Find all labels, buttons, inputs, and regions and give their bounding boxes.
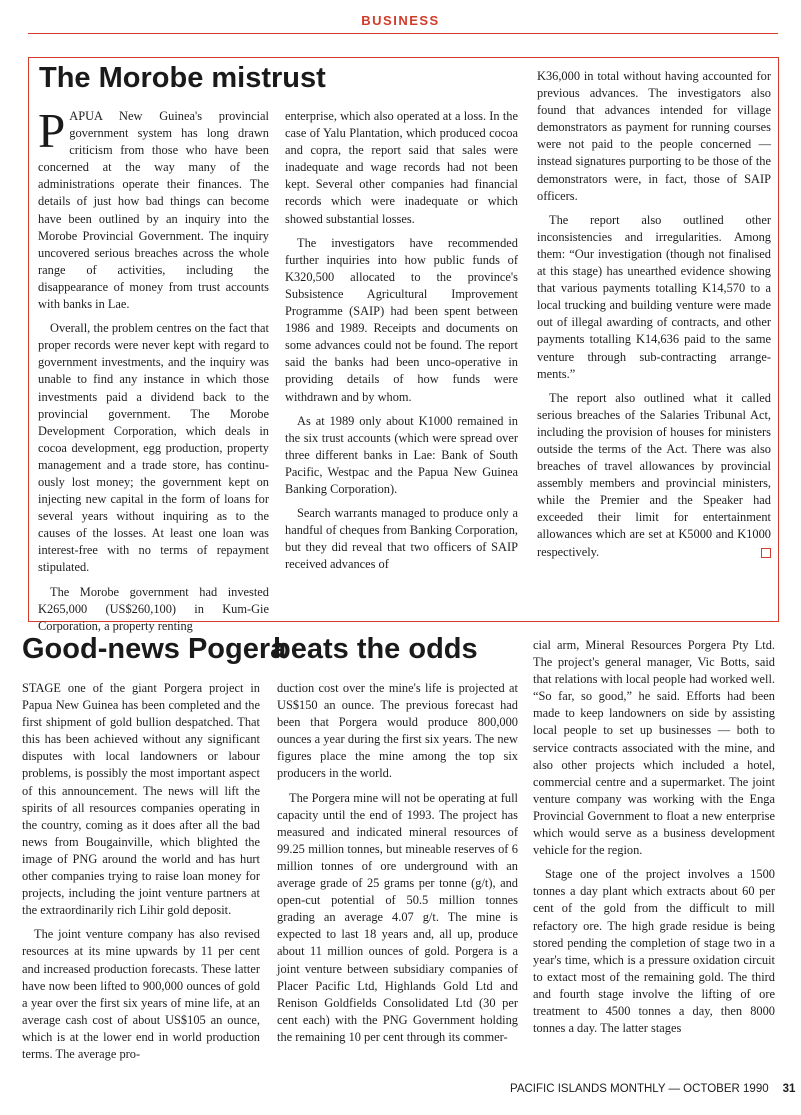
article1-paragraph: The report also outlined what it called serious breaches of the Salaries Tribunal Act, including the provision of houses for ministers outside the terms of the Act. There was also breaches of travel allowances by provincial assembly members and provincial ministers, while the Premier and the Speaker had exceeded their limit for entertainment allowances which are set at K5000 and K1000 respectively.	[537, 390, 771, 559]
page-footer	[510, 1083, 795, 1095]
section-rule	[28, 33, 778, 34]
article2-paragraph: duction cost over the mine's life is projected at US$150 an ounce. The previous forecast had been that Porgera would produce 800,000 ounces a year during the first six years. The new figures place the mine among the top six producers in the world.	[277, 681, 518, 781]
article1-headline: The Morobe mistrust	[39, 62, 326, 94]
article1-column-2	[285, 108, 518, 580]
article1-paragraph: enterprise, which also operated at a loss. In the case of Yalu Plantation, which produced cocoa and copra, the report said that sales were inadequate and wage records had not been kept. Several other companies had financial records which were inadequate or which showed substantial losses.	[285, 109, 518, 226]
article1-column-3	[537, 68, 771, 568]
article1-paragraph: Overall, the problem centres on the fact that proper records were never kept with regard to government investments, and the inquiry was unable to find any instance in which those investments paid a dividend back to the provincial government. The Morobe Development Corporation, which deals in cocoa development, egg production, property management and a trade store, has continuously lost money; the government kept on injecting new capital in the form of loans for several years without inquiring as to the causes of the losses. At least one loan was interest-free with no terms of repayment stipulated.	[38, 321, 269, 575]
article2-paragraph: The Porgera mine will not be operating at full capacity until the end of 1993. The project has measured and indicated mineral resources of 99.25 million tonnes, but mineable reserves of 6 million tonnes of ore underground with an average grade of 25 grams per tonne (g/t), and open-cut potential of 50.5 million tonnes grading an average 4.07 g/t. The mine is expected to last 18 years and, all up, produce about 11 million ounces of gold. Porgera is a joint venture between subsidiary companies of Placer Pacific Ltd, Highlands Gold Ltd and Renison Goldfields Consolidated Ltd (30 per cent each) with the PNG Government holding the remaining 10 per cent through its commer-	[277, 790, 518, 1044]
article1-paragraph: PAPUA New Guinea's provincial government system has long drawn criticism from those who have been concerned at the way many of the administrations operate their finances. The details of just how bad things can become have been outlined by an inquiry into the Morobe Provincial Government. The inquiry uncovered serious breaches across the whole range of activities, including the disappearance of money from trust accounts with banks in Lae.	[38, 103, 269, 312]
article2-paragraph: cial arm, Mineral Resources Porgera Pty Ltd. The project's general manager, Vic Botts, said that relations with local people had worked well. “So far, so good,” he said. Efforts had been made to keep landowners on side by assisting local people to set up businesses — both to service contracts associated with the mine, and also other projects which included a hotel, commercial centre and a supermarket. The joint venture company was working with the Enga Provincial Government to float a new enterprise which would serve as a business development vehicle for the region.	[533, 638, 775, 858]
article1-column-1	[38, 103, 269, 642]
article1-paragraph: The Morobe government had invested K265,000 (US$260,100) in Kum-Gie Corporation, a property renting	[38, 584, 269, 633]
publication-line: PACIFIC ISLANDS MONTHLY — OCTOBER 1990	[510, 1083, 769, 1095]
article2-paragraph: Stage one of the project involves a 1500 tonnes a day plant which extracts about 60 per cent of the gold from the difficult to mill refactory ore. The high grade residue is being stored pending the completion of stage two in a year's time, which is a pressure oxidation circuit to extact most of the remaining gold. The third and fourth stage involve the lifting of ore treatment to 4500 tonnes a day, then 8000 tonnes a day. The latter stages	[533, 867, 775, 1036]
article1-paragraph: K36,000 in total without having accounted for previous advances. The investigators also found that advances intended for village demonstrators as payment for running courses were not paid to the people concerned — instead signatures purporting to be those of the demonstrators were, in fact, those of SAIP officers.	[537, 69, 771, 203]
article2-column-3	[533, 637, 775, 1044]
article2-column-1	[22, 680, 260, 1070]
article1-paragraph: The report also outlined other inconsistencies and irregularities. Among them: “Our investigation (though not finalised at this stage) has unearthed evidence showing that various payments totalling K14,570 to a local trucking and building venture were made out of illegal awarding of contracts, and other payments totalling K14,636 paid to the same venture through sub-contracting arrangements.”	[537, 212, 771, 381]
article1-paragraph: Search warrants managed to produce only a handful of cheques from Banking Corporation, but they did reveal that two officers of SAIP received advances of	[285, 506, 518, 572]
article2-headline-part1: Good-news Pogera	[22, 633, 287, 665]
section-label: BUSINESS	[361, 13, 440, 28]
article2-column-2	[277, 680, 518, 1053]
article2-headline-part2: beats the odds	[273, 633, 478, 665]
end-of-article-icon	[761, 548, 771, 558]
article1-paragraph: As at 1989 only about K1000 remained in the six trust accounts (which were spread over three different banks in Lae: Bank of South Pacific, Westpac and the Papua New Guinea Banking Corporation).	[285, 413, 518, 496]
article2-paragraph: STAGE one of the giant Porgera project in Papua New Guinea has been completed and the first shipment of gold bullion despatched. That this has been achieved without any significant disputes with local landowners or labour problems, is possibly the most important aspect of this announcement. The news will lift the spirits of all resources companies operating in the country, coming as it does after all the bad news from Bougainville, which blighted the image of PNG around the world and has hurt other companies trying to raise loan money for projects, including the joint venture partners at the extraordinarily rich Lihir gold deposit.	[22, 681, 260, 918]
drop-cap: P	[38, 103, 66, 158]
page-number: 31	[782, 1083, 796, 1095]
article2-paragraph: The joint venture company has also revised resources at its mine upwards by 11 per cent and increased production forecasts. These latter have now been lifted to 900,000 ounces of gold a year over the first six years of mine life, at an average cash cost of about US$105 an ounce, which is at the lower end in world production terms. The average pro-	[22, 927, 260, 1061]
article1-paragraph: The investigators have recommended further inquiries into how public funds of K320,500 allocated to the province's Subsistence Agricultural Improvement Programme (SAIP) had been spent between 1986 and 1989. Receipts and documents on some advances could not be found. The report said the banks had been unco-operative in providing details of how funds were withdrawn and by whom.	[285, 235, 518, 404]
